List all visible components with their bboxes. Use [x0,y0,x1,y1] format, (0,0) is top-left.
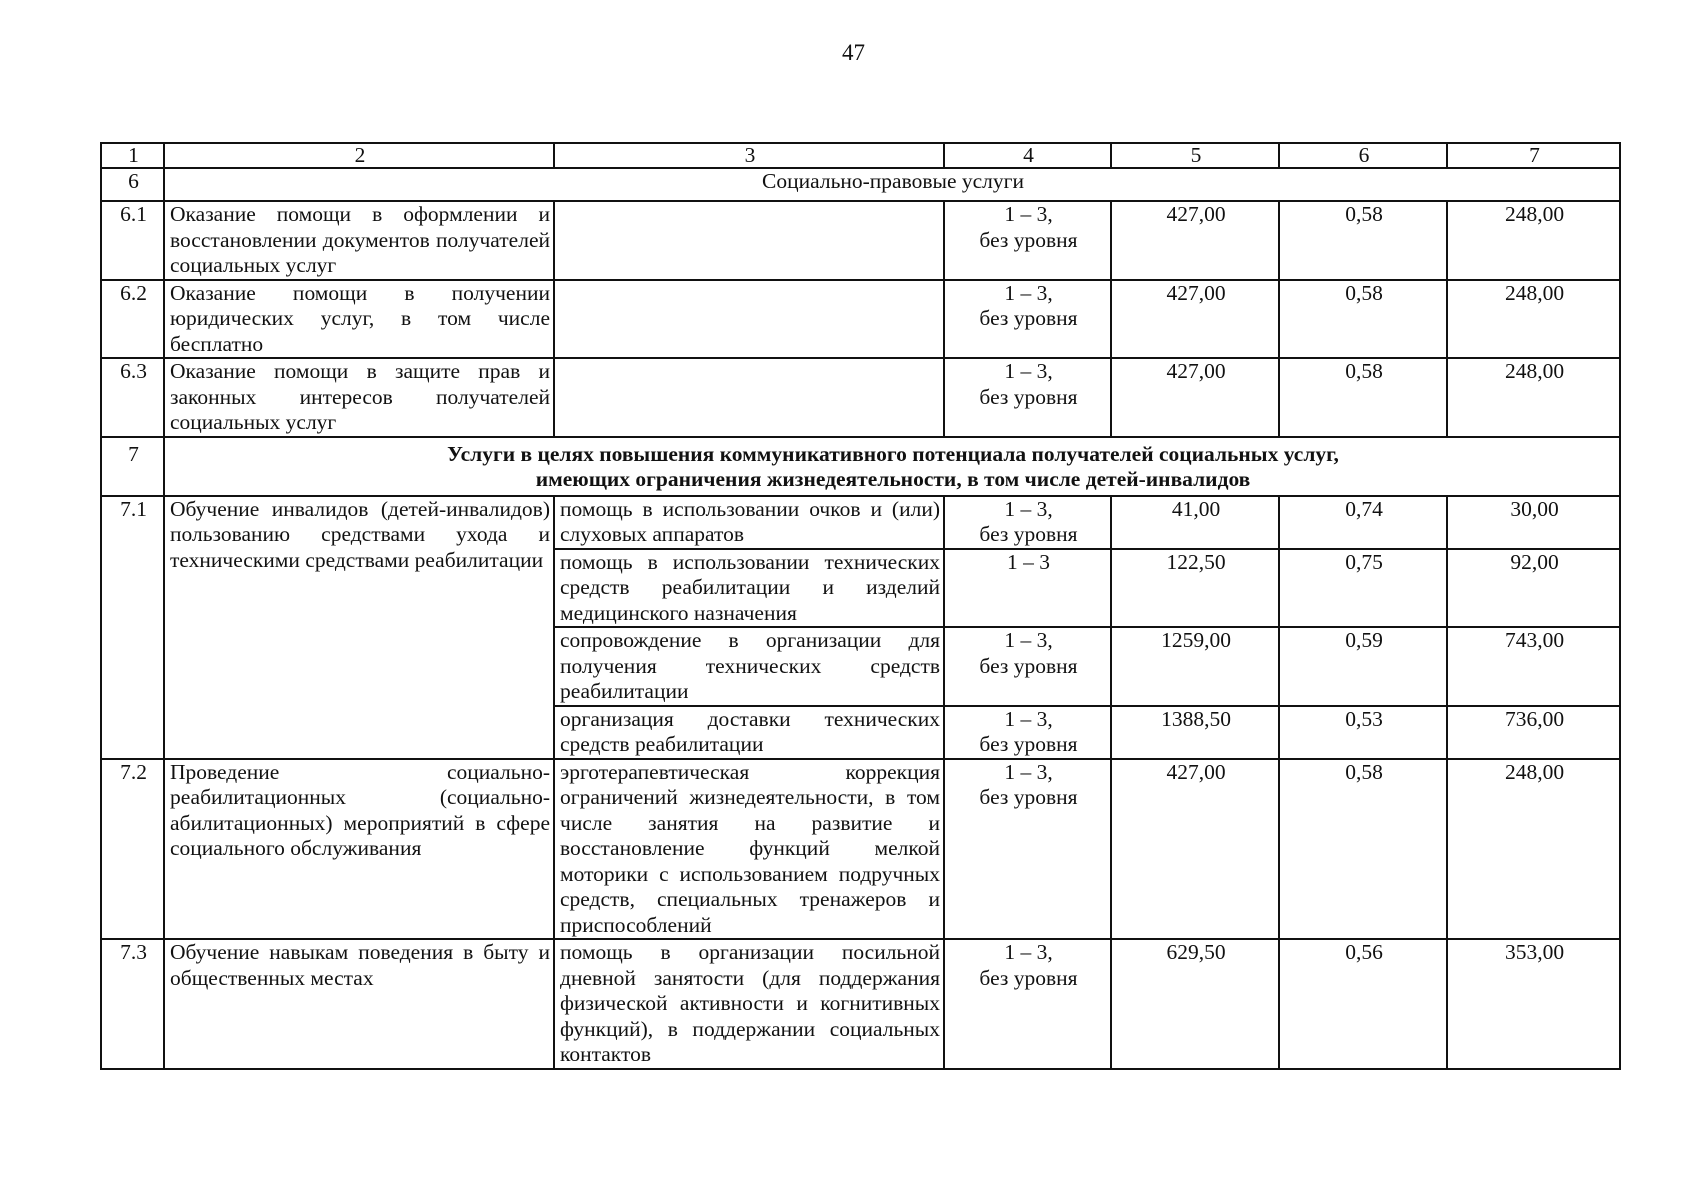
section-row [101,437,1620,496]
column-header: 4 [944,143,1111,168]
service-detail: эрготерапевтическая коррекция ограничений жизнедеятельности, в том числе занятия на развитие и восстановление функций мелкой моторики с использованием подручных средств, специальных тренажеров и приспособлений [554,759,944,940]
row-number: 7.3 [101,939,164,1069]
level-cell [944,706,1111,759]
value-col6: 0,58 [1279,759,1447,940]
value-col5: 427,00 [1111,280,1279,359]
table-row [101,496,1620,549]
level-cell [944,759,1111,940]
service-detail [554,280,944,359]
service-name: Обучение инвалидов (детей-инвалидов) пользованию средствами ухода и техническими средствами реабилитации [164,496,554,759]
value-col7: 248,00 [1447,759,1620,940]
service-detail: помощь в использовании технических средств реабилитации и изделий медицинского назначения [554,549,944,628]
value-col6: 0,58 [1279,358,1447,437]
level-cell [944,549,1111,628]
value-col5: 122,50 [1111,549,1279,628]
table-row [101,201,1620,280]
row-number: 7.1 [101,496,164,759]
level-range: 1 – 3, [1004,202,1053,226]
column-header: 3 [554,143,944,168]
level-range: 1 – 3, [1004,759,1053,784]
level-cell [944,280,1111,359]
table-row [101,358,1620,437]
level-note: без уровня [979,384,1078,409]
row-number: 6.1 [101,201,164,280]
level-note: без уровня [979,227,1078,252]
row-number: 6.2 [101,280,164,359]
table-row [101,759,1620,940]
level-note: без уровня [979,653,1078,678]
section-title: Социально-правовые услуги [164,168,1620,201]
section-number: 6 [101,168,164,201]
table-row [101,280,1620,359]
service-detail: сопровождение в организации для получения технических средств реабилитации [554,627,944,706]
level-range: 1 – 3 [1007,549,1050,574]
column-header: 1 [101,143,164,168]
level-range: 1 – 3, [1004,628,1053,652]
value-col5: 629,50 [1111,939,1279,1069]
value-col5: 427,00 [1111,759,1279,940]
service-detail: помощь в использовании очков и (или) слуховых аппаратов [554,496,944,549]
service-name: Оказание помощи в получении юридических услуг, в том числе бесплатно [164,280,554,359]
service-detail [554,201,944,280]
column-header: 7 [1447,143,1620,168]
column-header: 5 [1111,143,1279,168]
column-header: 2 [164,143,554,168]
level-range: 1 – 3, [1004,496,1053,521]
column-header: 6 [1279,143,1447,168]
level-cell [944,627,1111,706]
value-col5: 41,00 [1111,496,1279,549]
level-range: 1 – 3, [1004,359,1053,383]
section-title-line: Услуги в целях повышения коммуникативного потенциала получателей социальных услуг, [447,441,1339,466]
service-detail [554,358,944,437]
value-col7: 248,00 [1447,358,1620,437]
value-col5: 1259,00 [1111,627,1279,706]
level-note: без уровня [979,306,1078,330]
value-col5: 427,00 [1111,358,1279,437]
level-range: 1 – 3, [1004,280,1053,305]
service-name: Оказание помощи в оформлении и восстановлении документов получателей социальных услуг [164,201,554,280]
value-col5: 427,00 [1111,201,1279,280]
table-row [101,939,1620,1069]
value-col5: 1388,50 [1111,706,1279,759]
level-cell [944,201,1111,280]
value-col7: 30,00 [1447,496,1620,549]
value-col7: 736,00 [1447,706,1620,759]
level-note: без уровня [979,522,1078,546]
level-range: 1 – 3, [1004,706,1053,731]
value-col6: 0,58 [1279,201,1447,280]
row-number: 6.3 [101,358,164,437]
level-cell [944,358,1111,437]
service-name: Проведение социально-реабилитационных (социально-абилитационных) мероприятий в сфере социального обслуживания [164,759,554,940]
service-detail: организация доставки технических средств реабилитации [554,706,944,759]
level-range: 1 – 3, [1004,940,1053,964]
level-note: без уровня [979,965,1078,990]
value-col6: 0,56 [1279,939,1447,1069]
row-number: 7.2 [101,759,164,940]
value-col7: 92,00 [1447,549,1620,628]
service-name: Обучение навыкам поведения в быту и общественных местах [164,939,554,1069]
section-title [164,437,1620,496]
value-col7: 248,00 [1447,280,1620,359]
value-col7: 743,00 [1447,627,1620,706]
value-col6: 0,53 [1279,706,1447,759]
section-title-line: имеющих ограничения жизнедеятельности, в том числе детей-инвалидов [535,467,1251,491]
value-col6: 0,75 [1279,549,1447,628]
level-note: без уровня [979,785,1078,809]
value-col7: 248,00 [1447,201,1620,280]
section-number: 7 [101,437,164,496]
level-cell [944,496,1111,549]
value-col7: 353,00 [1447,939,1620,1069]
section-row [101,168,1620,201]
service-detail: помощь в организации посильной дневной занятости (для поддержания физической активности и когнитивных функций), в поддержании социальных контактов [554,939,944,1069]
value-col6: 0,59 [1279,627,1447,706]
value-col6: 0,74 [1279,496,1447,549]
services-table [100,142,1621,1070]
service-name: Оказание помощи в защите прав и законных интересов получателей социальных услуг [164,358,554,437]
column-number-row [101,143,1620,168]
level-cell [944,939,1111,1069]
value-col6: 0,58 [1279,280,1447,359]
level-note: без уровня [979,732,1078,756]
page-number: 47 [842,40,865,65]
